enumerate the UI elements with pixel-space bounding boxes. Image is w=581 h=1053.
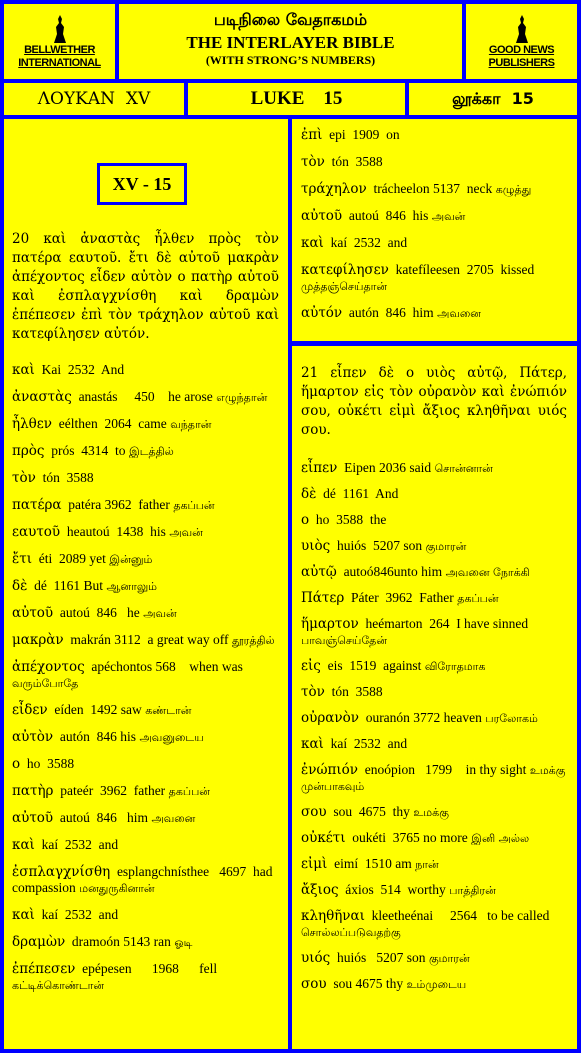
page-title: THE INTERLAYER BIBLE [186, 33, 395, 52]
greek-word: αὐτὸν [12, 729, 54, 745]
transliteration: ho 3588 the [309, 512, 387, 527]
word-entry [301, 590, 569, 606]
word-entry [12, 605, 279, 621]
statue-icon [51, 14, 69, 44]
greek-word: αὐτοῦ [301, 208, 343, 224]
transliteration: esplangchnísthee 4697 had compassion [12, 864, 276, 895]
transliteration: sou 4675 thy [326, 976, 404, 991]
transliteration: prós 4314 to [44, 443, 126, 458]
transliteration: dramoón 5143 ran [65, 934, 171, 949]
word-entry [12, 783, 279, 799]
right-bottom-panel [292, 346, 577, 1049]
transliteration: huiós 5207 son [330, 950, 426, 965]
tamil-gloss: ஓடி [170, 936, 193, 949]
greek-chapter-label [4, 83, 184, 115]
greek-word: τὸν [301, 154, 325, 170]
transliteration: heémarton 264 I have sinned [358, 616, 529, 631]
greek-word: τὸν [301, 684, 325, 700]
tamil-gloss: அவன் [428, 210, 466, 223]
transliteration: autoú 846 he [53, 605, 140, 620]
greek-word: εαυτοῦ [12, 524, 61, 540]
transliteration: oukéti 3765 no more [345, 830, 468, 845]
transliteration: autoú 846 his [342, 208, 429, 223]
tamil-gloss: குமாரன் [425, 952, 470, 965]
word-entry [12, 837, 279, 853]
greek-word: Πάτερ [301, 590, 345, 606]
word-entry [12, 864, 279, 896]
greek-word: σου [301, 976, 327, 992]
transliteration: áxios 514 worthy [338, 882, 446, 897]
verse-20-text: 20 καὶ ἀναστὰς ἦλθεν πρὸς τὸν πατέρα εαυτοῦ. ἔτι δὲ αὐτοῦ μακρὰν ἀπέχοντος εἶδεν αὐτὸν ο πατὴρ αὐτοῦ καὶ ἐσπλαγχνίσθη καὶ δραμὼν ἐπέπεσεν ἐπὶ τὸν τράχηλον αὐτοῦ καὶ κατεφίλησεν αὐτόν. [12, 231, 279, 342]
greek-word: καὶ [301, 235, 324, 251]
word-entry [301, 262, 569, 294]
word-entry [12, 659, 279, 691]
tamil-gloss: அவன் [139, 607, 177, 620]
english-chapter-text: LUKE 15 [250, 88, 343, 109]
word-entry [301, 181, 569, 197]
tamil-gloss: தகப்பன் [165, 785, 210, 798]
greek-word: ἐνώπιόν [301, 762, 358, 778]
greek-word: εἰμὶ [301, 856, 328, 872]
transliteration: anastás 450 he arose [71, 389, 213, 404]
tamil-gloss: கட்டிக்கொண்டான் [12, 979, 105, 992]
tamil-gloss: அவனுடைய [136, 731, 204, 744]
greek-word: αὐτῷ [301, 564, 337, 580]
right-logo-text: GOOD NEWS PUBLISHERS [488, 43, 555, 69]
greek-word: αὐτόν [301, 305, 343, 321]
word-entry [12, 389, 279, 405]
transliteration: Kai 2532 And [34, 362, 125, 377]
word-entry [301, 976, 569, 992]
word-entry [12, 578, 279, 594]
greek-word: οὐκέτι [301, 830, 346, 846]
transliteration: Eipen 2036 said [337, 460, 432, 475]
word-entry [12, 756, 279, 772]
tamil-gloss: வரும்போதே [12, 677, 79, 690]
statue-icon [513, 14, 531, 44]
word-entry [301, 486, 569, 502]
word-entry [12, 551, 279, 567]
greek-word: οὐρανὸν [301, 710, 359, 726]
word-entry [301, 658, 569, 674]
good-news-logo [466, 4, 577, 79]
word-entry [301, 736, 569, 752]
left-logo-text: BELLWETHER INTERNATIONAL [18, 43, 101, 69]
greek-chapter-text: ΛΟΥΚΑΝ XV [37, 89, 151, 109]
transliteration: éti 2089 yet [32, 551, 106, 566]
word-entry [301, 460, 569, 476]
greek-word: πρὸς [12, 443, 45, 459]
word-entry [301, 804, 569, 820]
tamil-gloss: ஆனாலும் [103, 580, 158, 593]
word-entry [12, 934, 279, 950]
tamil-gloss: உமக்கு முன்பாகவும் [301, 764, 566, 793]
greek-word: δὲ [301, 486, 317, 502]
greek-word: κληθῆναι [301, 908, 365, 924]
tamil-gloss: அவனை [148, 812, 196, 825]
transliteration: heautoú 1438 his [60, 524, 166, 539]
word-entry [301, 154, 569, 170]
greek-word: καὶ [12, 362, 35, 378]
greek-word: ἄξιος [301, 882, 339, 898]
greek-word: μακρὰν [12, 632, 64, 648]
transliteration: patéra 3962 father [61, 497, 170, 512]
word-entry [12, 810, 279, 826]
transliteration: eíden 1492 saw [47, 702, 142, 717]
greek-word: δὲ [12, 578, 28, 594]
greek-word: ἐπὶ [301, 127, 323, 143]
transliteration: ouranón 3772 heaven [358, 710, 482, 725]
tamil-gloss: இன்னும் [105, 553, 153, 566]
tamil-gloss: முத்தஞ்செய்தான் [301, 280, 388, 293]
tamil-gloss: சொல்லப்படுவதற்கு [301, 926, 401, 939]
word-entry [12, 524, 279, 540]
tamil-title: படிநிலை வேதாகமம் [213, 10, 368, 29]
transliteration: autón 846 his [53, 729, 137, 744]
transliteration: ho 3588 [20, 756, 75, 771]
word-entry [12, 961, 279, 993]
transliteration: dé 1161 But [27, 578, 103, 593]
greek-word: κατεφίλησεν [301, 262, 389, 278]
greek-word: πατέρα [12, 497, 62, 513]
word-entry [12, 729, 279, 745]
word-entry [12, 702, 279, 718]
word-entry [301, 762, 569, 794]
greek-word: τράχηλον [301, 181, 367, 197]
verse-21-text: 21 εἶπεν δὲ ο υιὸς αὐτῷ, Πάτερ, ἥμαρτον εἰς τὸν οὐρανὸν καὶ ἐνώπιόν σου, οὐκέτι εἰμὶ ἄξιος κληθῆναι υιός σου. [301, 365, 567, 438]
word-list-right-top [301, 127, 569, 332]
greek-word: υιός [301, 950, 331, 966]
greek-word: ο [301, 512, 310, 528]
chapter-label: XV - 15 [112, 173, 172, 194]
word-entry [301, 882, 569, 898]
transliteration: kaí 2532 and [34, 907, 119, 922]
word-entry [301, 856, 569, 872]
word-list-right-bottom [301, 460, 569, 1002]
tamil-gloss: அவன் [165, 526, 203, 539]
tamil-gloss: விரோதமாக [421, 660, 486, 673]
tamil-gloss: குமாரன் [422, 540, 467, 553]
tamil-gloss: உமக்கு [409, 806, 449, 819]
tamil-chapter-label [409, 83, 577, 115]
greek-word: ἥμαρτον [301, 616, 359, 632]
transliteration: eélthen 2064 came [51, 416, 167, 431]
left-panel [4, 119, 288, 1049]
right-top-panel [292, 119, 577, 341]
tamil-gloss: உம்முடைய [403, 978, 467, 991]
header-title-box [119, 4, 462, 79]
greek-word: υιὸς [301, 538, 331, 554]
english-chapter-label [188, 83, 405, 115]
chapter-label-box [97, 163, 187, 205]
transliteration: eis 1519 against [320, 658, 422, 673]
word-entry [301, 616, 569, 648]
word-entry [301, 684, 569, 700]
greek-word: ἐσπλαγχνίσθη [12, 864, 111, 880]
transliteration: enoópion 1799 in thy sight [357, 762, 527, 777]
greek-word: πατὴρ [12, 783, 54, 799]
tamil-gloss: இடத்தில் [125, 445, 174, 458]
transliteration: makrán 3112 a great way off [63, 632, 229, 647]
greek-word: ἔτι [12, 551, 33, 567]
tamil-gloss: வந்தான் [166, 418, 212, 431]
greek-word: ἐπέπεσεν [12, 961, 76, 977]
word-entry [301, 710, 569, 726]
transliteration: epépesen 1968 fell [75, 961, 218, 976]
transliteration: dé 1161 And [316, 486, 399, 501]
transliteration: sou 4675 thy [326, 804, 410, 819]
transliteration: huiós 5207 son [330, 538, 423, 553]
greek-word: τὸν [12, 470, 36, 486]
tamil-gloss: தகப்பன் [453, 592, 499, 605]
bellwether-logo [4, 4, 115, 79]
tamil-gloss: கழுத்து [492, 183, 532, 196]
greek-word: ἀπέχοντος [12, 659, 85, 675]
tamil-gloss: சொன்னான் [431, 462, 493, 475]
word-entry [301, 208, 569, 224]
tamil-gloss: பரலோகம் [481, 712, 538, 725]
greek-word: καὶ [12, 907, 35, 923]
tamil-gloss: அவனை [433, 307, 481, 320]
word-entry [12, 362, 279, 378]
word-entry [301, 127, 569, 143]
word-entry [12, 632, 279, 648]
transliteration: apéchontos 568 when was [84, 659, 243, 674]
greek-word: εἶδεν [12, 702, 48, 718]
tamil-gloss: எழுந்தான் [212, 391, 268, 404]
word-entry [301, 235, 569, 251]
greek-word: εἰς [301, 658, 321, 674]
tamil-gloss: நான் [411, 858, 439, 871]
transliteration: kaí 2532 and [323, 736, 408, 751]
transliteration: pateér 3962 father [53, 783, 166, 798]
word-entry [12, 470, 279, 486]
word-entry [301, 512, 569, 528]
transliteration: tón 3588 [324, 154, 383, 169]
greek-word: αὐτοῦ [12, 810, 54, 826]
transliteration: eimí 1510 am [327, 856, 412, 871]
transliteration: kleetheénai 2564 to be called [364, 908, 550, 923]
page-subtitle: (WITH STRONG’S NUMBERS) [205, 53, 376, 67]
word-entry [301, 908, 569, 940]
greek-word: σου [301, 804, 327, 820]
tamil-gloss: அவனை நோக்கி [442, 566, 530, 579]
transliteration: autoú 846 him [53, 810, 149, 825]
greek-word: ο [12, 756, 21, 772]
tamil-gloss: இனி அல்ல [467, 832, 530, 845]
tamil-gloss: பாவஞ்செய்தேன் [301, 634, 388, 647]
greek-word: καὶ [301, 736, 324, 752]
tamil-chapter-text: லூக்கா 15 [452, 88, 534, 108]
word-entry [301, 305, 569, 321]
word-entry [301, 564, 569, 580]
tamil-gloss: பாத்திரன் [445, 884, 496, 897]
transliteration: trácheelon 5137 neck [366, 181, 493, 196]
word-entry [301, 950, 569, 966]
transliteration: epi 1909 on [322, 127, 400, 142]
word-list-left [12, 362, 279, 1004]
greek-word: καὶ [12, 837, 35, 853]
greek-word: αὐτοῦ [12, 605, 54, 621]
greek-word: ἀναστὰς [12, 389, 72, 405]
transliteration: autón 846 him [342, 305, 434, 320]
word-entry [301, 538, 569, 554]
word-entry [301, 830, 569, 846]
transliteration: autoó846unto him [336, 564, 443, 579]
word-entry [12, 416, 279, 432]
transliteration: tón 3588 [324, 684, 383, 699]
word-entry [12, 443, 279, 459]
greek-word: ἦλθεν [12, 416, 52, 432]
transliteration: Páter 3962 Father [344, 590, 454, 605]
tamil-gloss: தூரத்தில் [228, 634, 275, 647]
transliteration: kaí 2532 and [34, 837, 119, 852]
word-entry [12, 907, 279, 923]
tamil-gloss: தகப்பன் [169, 499, 215, 512]
tamil-gloss: கண்டான் [141, 704, 192, 717]
transliteration: tón 3588 [35, 470, 94, 485]
greek-word: εἶπεν [301, 460, 338, 476]
transliteration: kaí 2532 and [323, 235, 408, 250]
tamil-gloss: மனதுருகினான் [75, 882, 155, 895]
greek-word: δραμὼν [12, 934, 66, 950]
transliteration: katefíleesen 2705 kissed [388, 262, 535, 277]
word-entry [12, 497, 279, 513]
